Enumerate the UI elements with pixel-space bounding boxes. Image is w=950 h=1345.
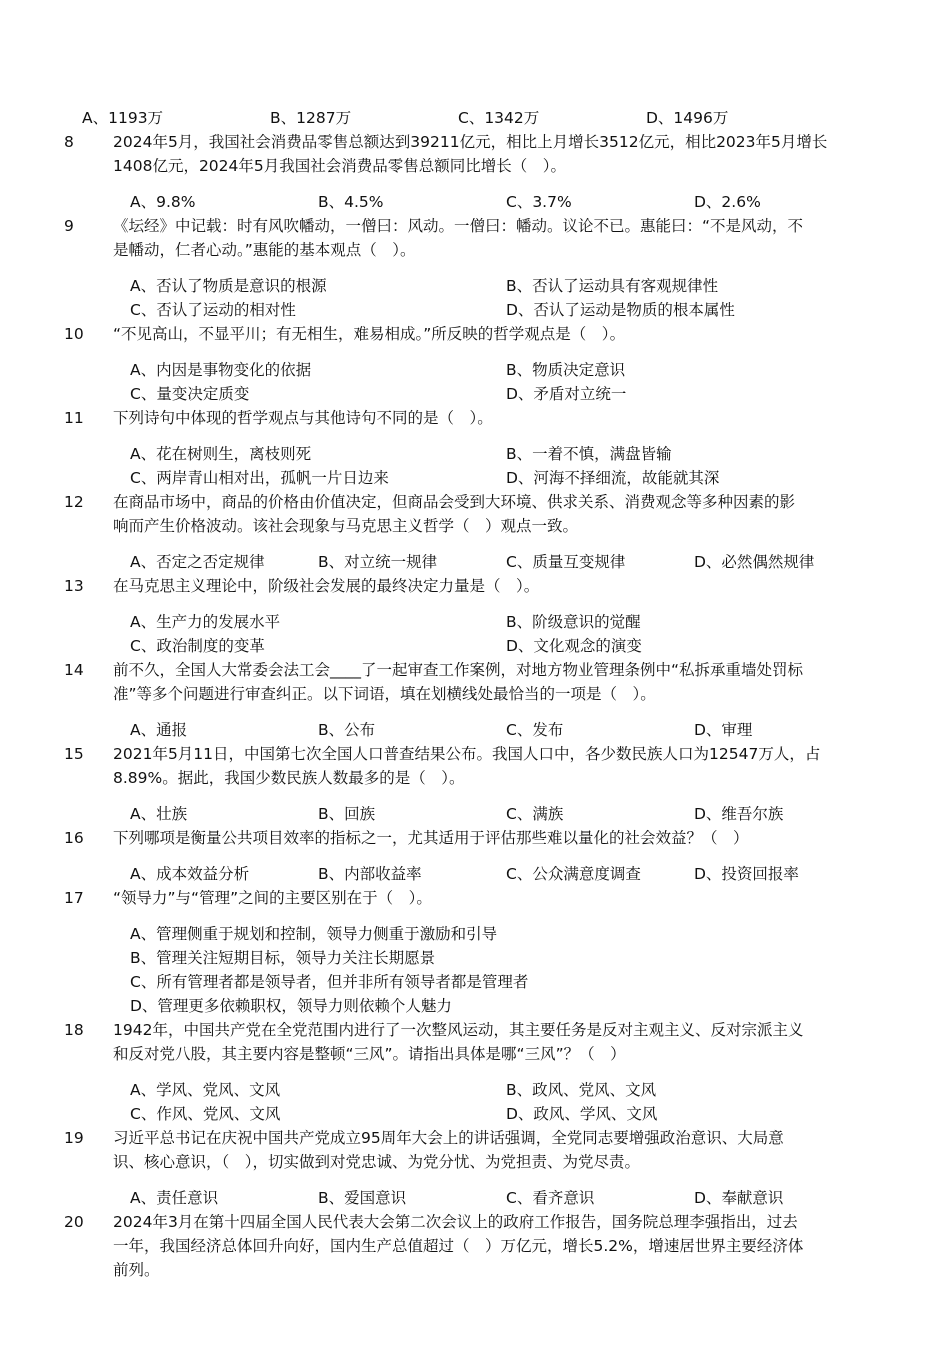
question-text: 《坛经》中记载：时有风吹幡动，一僧曰：风动。一僧曰：幡动。议论不已。惠能曰：“不是风动，不 bbox=[113, 217, 804, 235]
option-d: D、2.6% bbox=[694, 193, 761, 211]
option-c: C、质量互变规律 bbox=[506, 553, 626, 571]
question-text: 准”等多个问题进行审查纠正。以下词语，填在划横线处最恰当的一项是（ ）。 bbox=[113, 685, 656, 703]
question-text: 响而产生价格波动。该社会现象与马克思主义哲学（ ）观点一致。 bbox=[113, 517, 579, 535]
option-c: C、满族 bbox=[506, 805, 564, 823]
option-a: A、成本效益分析 bbox=[130, 865, 250, 883]
option-a: A、内因是事物变化的依据 bbox=[130, 361, 312, 379]
option-c: C、公众满意度调查 bbox=[506, 865, 641, 883]
option-d: D、矛盾对立统一 bbox=[506, 385, 627, 403]
option-b: B、内部收益率 bbox=[318, 865, 422, 883]
option-a: A、花在树则生，离枝则死 bbox=[130, 445, 312, 463]
option-b: B、一着不慎，满盘皆输 bbox=[506, 445, 672, 463]
question-number: 15 bbox=[64, 745, 84, 763]
question-text: 2021年5月11日，中国第七次全国人口普查结果公布。我国人口中，各少数民族人口为12547万人，占 bbox=[113, 745, 821, 763]
option-c: C、两岸青山相对出，孤帆一片日边来 bbox=[130, 469, 389, 487]
question-text: 下列哪项是衡量公共项目效率的指标之一，尤其适用于评估那些难以量化的社会效益？（ ） bbox=[113, 829, 749, 847]
option-b: B、回族 bbox=[318, 805, 376, 823]
option-d: D、管理更多依赖职权，领导力则依赖个人魅力 bbox=[130, 997, 452, 1015]
question-text: 和反对党八股，其主要内容是整顿“三风”。请指出具体是哪“三风”？（ ） bbox=[113, 1045, 626, 1063]
option-d: D、文化观念的演变 bbox=[506, 637, 642, 655]
question-text: 前列。 bbox=[113, 1261, 160, 1279]
question-number: 8 bbox=[64, 133, 74, 151]
option-c: C、发布 bbox=[506, 721, 564, 739]
question-text: 在马克思主义理论中，阶级社会发展的最终决定力量是（ ）。 bbox=[113, 577, 540, 595]
option-c: C、看齐意识 bbox=[506, 1189, 595, 1207]
question-number: 12 bbox=[64, 493, 84, 511]
question-text: 一年，我国经济总体回升向好，国内生产总值超过（ ）万亿元，增长5.2%，增速居世界主要经济体 bbox=[113, 1237, 804, 1255]
option-d: D、1496万 bbox=[646, 109, 729, 127]
question-text: 2024年5月，我国社会消费品零售总额达到39211亿元，相比上月增长3512亿元，相比2023年5月增长 bbox=[113, 133, 828, 151]
question-number: 19 bbox=[64, 1129, 84, 1147]
option-a: A、通报 bbox=[130, 721, 188, 739]
question-text: 1408亿元，2024年5月我国社会消费品零售总额同比增长（ ）。 bbox=[113, 157, 567, 175]
question-text: 识、核心意识，（ ），切实做到对党忠诚、为党分忧、为党担责、为党尽责。 bbox=[113, 1153, 641, 1171]
option-a: A、否认了物质是意识的根源 bbox=[130, 277, 327, 295]
question-text: 8.89%。据此，我国少数民族人数最多的是（ ）。 bbox=[113, 769, 465, 787]
question-text: 1942年，中国共产党在全党范围内进行了一次整风运动，其主要任务是反对主观主义、反对宗派主义 bbox=[113, 1021, 804, 1039]
option-d: D、政风、学风、文风 bbox=[506, 1105, 658, 1123]
question-number: 17 bbox=[64, 889, 84, 907]
option-d: D、必然偶然规律 bbox=[694, 553, 815, 571]
option-a: A、壮族 bbox=[130, 805, 188, 823]
question-number: 9 bbox=[64, 217, 74, 235]
option-c: C、否认了运动的相对性 bbox=[130, 301, 296, 319]
option-b: B、管理关注短期目标，领导力关注长期愿景 bbox=[130, 949, 436, 967]
question-text: “不见高山，不显平川；有无相生，难易相成。”所反映的哲学观点是（ ）。 bbox=[113, 325, 626, 343]
option-d: D、否认了运动是物质的根本属性 bbox=[506, 301, 735, 319]
option-a: A、生产力的发展水平 bbox=[130, 613, 281, 631]
question-number: 10 bbox=[64, 325, 84, 343]
option-b: B、公布 bbox=[318, 721, 376, 739]
option-b: B、爱国意识 bbox=[318, 1189, 407, 1207]
option-a: A、9.8% bbox=[130, 193, 196, 211]
option-d: D、审理 bbox=[694, 721, 753, 739]
question-number: 16 bbox=[64, 829, 84, 847]
option-d: D、奉献意识 bbox=[694, 1189, 784, 1207]
option-b: B、1287万 bbox=[270, 109, 352, 127]
option-d: D、河海不择细流，故能就其深 bbox=[506, 469, 720, 487]
option-c: C、政治制度的变革 bbox=[130, 637, 265, 655]
option-b: B、物质决定意识 bbox=[506, 361, 626, 379]
option-c: C、3.7% bbox=[506, 193, 572, 211]
option-b: B、对立统一规律 bbox=[318, 553, 438, 571]
option-a: A、学风、党风、文风 bbox=[130, 1081, 281, 1099]
question-text: 是幡动，仁者心动。”惠能的基本观点（ ）。 bbox=[113, 241, 416, 259]
option-c: C、所有管理者都是领导者，但并非所有领导者都是管理者 bbox=[130, 973, 529, 991]
option-a: A、1193万 bbox=[82, 109, 164, 127]
option-c: C、量变决定质变 bbox=[130, 385, 250, 403]
option-b: B、阶级意识的觉醒 bbox=[506, 613, 641, 631]
question-text: 下列诗句中体现的哲学观点与其他诗句不同的是（ ）。 bbox=[113, 409, 493, 427]
question-number: 11 bbox=[64, 409, 84, 427]
option-b: B、4.5% bbox=[318, 193, 384, 211]
option-a: A、管理侧重于规划和控制，领导力侧重于激励和引导 bbox=[130, 925, 498, 943]
option-b: B、否认了运动具有客观规律性 bbox=[506, 277, 719, 295]
question-number: 14 bbox=[64, 661, 84, 679]
option-d: D、投资回报率 bbox=[694, 865, 799, 883]
question-number: 13 bbox=[64, 577, 84, 595]
question-text: 2024年3月在第十四届全国人民代表大会第二次会议上的政府工作报告，国务院总理李强指出，过去 bbox=[113, 1213, 798, 1231]
option-c: C、1342万 bbox=[458, 109, 540, 127]
option-b: B、政风、党风、文风 bbox=[506, 1081, 657, 1099]
question-text: “领导力”与“管理”之间的主要区别在于（ ）。 bbox=[113, 889, 432, 907]
question-text: 前不久，全国人大常委会法工会____了一起审查工作案例，对地方物业管理条例中“私拆承重墙处罚标 bbox=[113, 661, 804, 679]
option-d: D、维吾尔族 bbox=[694, 805, 784, 823]
question-number: 18 bbox=[64, 1021, 84, 1039]
option-c: C、作风、党风、文风 bbox=[130, 1105, 281, 1123]
question-text: 习近平总书记在庆祝中国共产党成立95周年大会上的讲话强调，全党同志要增强政治意识、大局意 bbox=[113, 1129, 784, 1147]
question-number: 20 bbox=[64, 1213, 84, 1231]
option-a: A、责任意识 bbox=[130, 1189, 219, 1207]
option-a: A、否定之否定规律 bbox=[130, 553, 265, 571]
question-text: 在商品市场中，商品的价格由价值决定，但商品会受到大环境、供求关系、消费观念等多种因素的影 bbox=[113, 493, 796, 511]
